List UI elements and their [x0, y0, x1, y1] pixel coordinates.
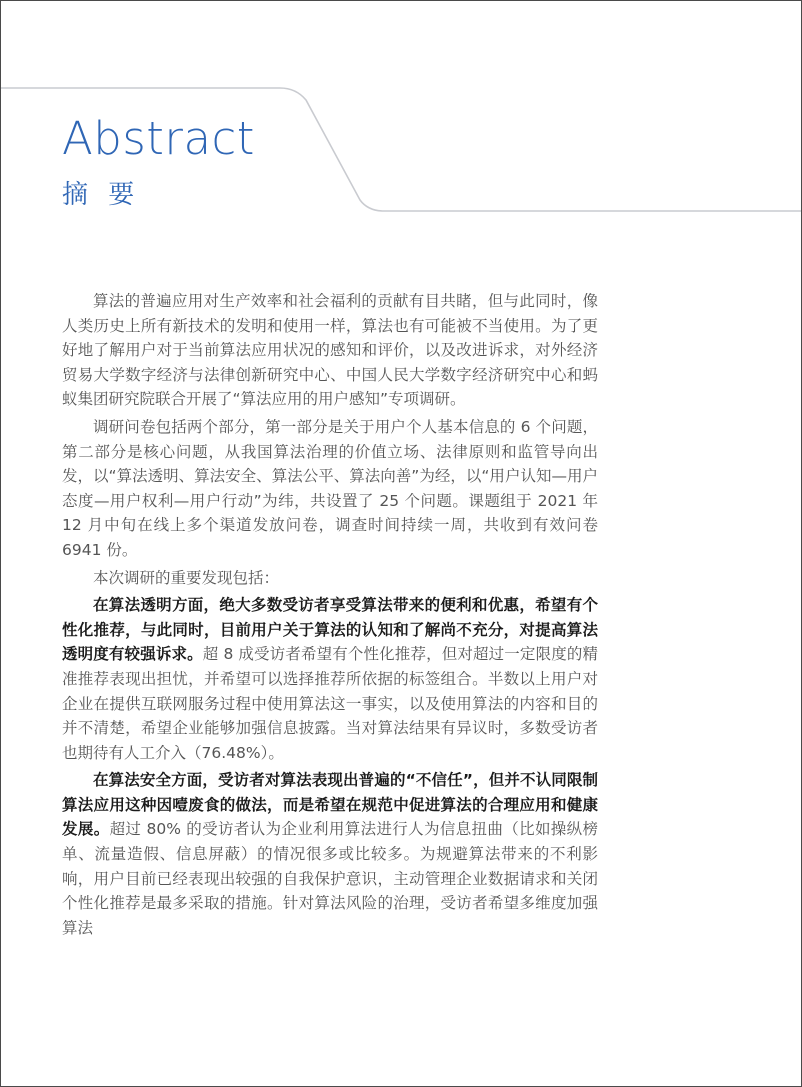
- paragraph-transparency: 在算法透明方面，绝大多数受访者享受算法带来的便利和优惠，希望有个性化推荐，与此同时，目前用户关于算法的认知和了解尚不充分，对提高算法透明度有较强诉求。超 8 成受访者希望有个性化推荐，但对超过一定限度的精准推荐表现出担忧，并希望可以选择推荐所依据的标签组合。半数以上用户对企业在提供互联网服务过程中使用算法这一事实，以及使用算法的内容和目的并不清楚，希望企业能够加强信息披露。当对算法结果有异议时，多数受访者也期待有人工介入（76.48%）。: [62, 596, 598, 762]
- paragraph-questionnaire: 调研问卷包括两个部分，第一部分是关于用户个人基本信息的 6 个问题，第二部分是核心问题，从我国算法治理的价值立场、法律原则和监管导向出发，以“算法透明、算法安全、算法公平、算法向善”为经，以“用户认知—用户态度—用户权利—用户行动”为纬，共设置了 25 个问题。课题组于 2021 年 12 月中旬在线上多个渠道发放问卷，调查时间持续一周，共收到有效问卷 6941 份。: [62, 417, 598, 559]
- page-subtitle: 摘 要: [62, 180, 141, 210]
- page-title: Abstract: [62, 112, 255, 165]
- key-finding-transparency: 在算法透明方面，绝大多数受访者享受算法带来的便利和优惠，希望有个性化推荐，与此同时，目前用户关于算法的认知和了解尚不充分，对提高算法透明度有较强诉求。: [62, 596, 598, 664]
- key-finding-security: 在算法安全方面，受访者对算法表现出普遍的“不信任”，但并不认同限制算法应用这种因噎废食的做法，而是希望在规范中促进算法的合理应用和健康发展。: [62, 771, 598, 839]
- abstract-body: [62, 289, 598, 943]
- paragraph-intro: 算法的普遍应用对生产效率和社会福利的贡献有目共睹，但与此同时，像人类历史上所有新技术的发明和使用一样，算法也有可能被不当使用。为了更好地了解用户对于当前算法应用状况的感知和评价，以及改进诉求，对外经济贸易大学数字经济与法律创新研究中心、中国人民大学数字经济研究中心和蚂蚁集团研究院联合开展了“算法应用的用户感知”专项调研。: [62, 292, 598, 409]
- paragraph-security: 在算法安全方面，受访者对算法表现出普遍的“不信任”，但并不认同限制算法应用这种因噎废食的做法，而是希望在规范中促进算法的合理应用和健康发展。超过 80% 的受访者认为企业利用算法进行人为信息扭曲（比如操纵榜单、流量造假、信息屏蔽）的情况很多或比较多。为规避算法带来的不利影响，用户目前已经表现出较强的自我保护意识，主动管理企业数据请求和关闭个性化推荐是最多采取的措施。针对算法风险的治理，受访者希望多维度加强算法: [62, 771, 598, 937]
- paragraph-findings-intro: 本次调研的重要发现包括：: [93, 568, 280, 587]
